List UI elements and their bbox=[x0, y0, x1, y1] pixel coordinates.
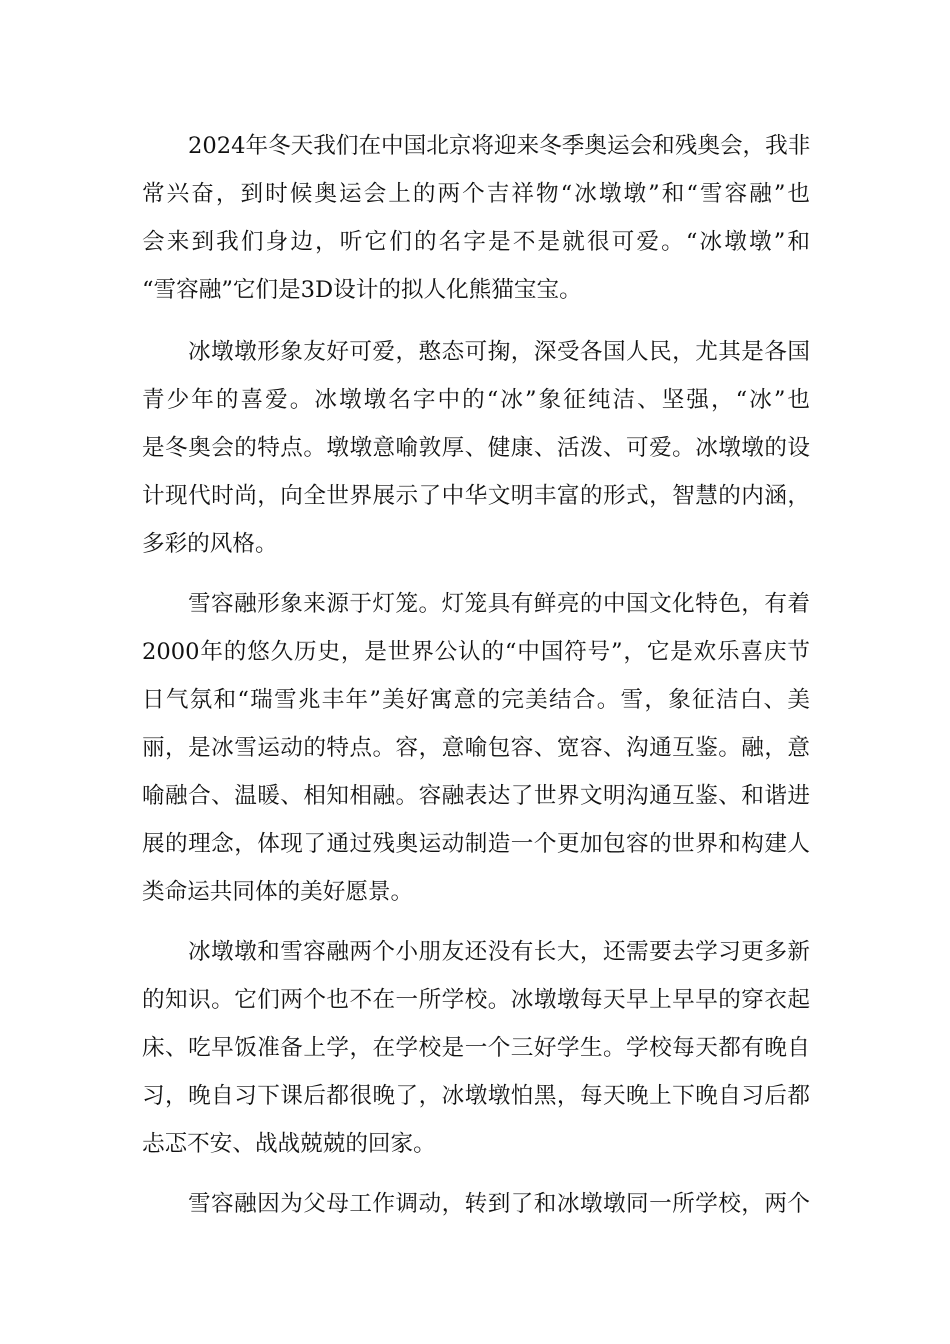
paragraph-3-line-1: 雪容融形象来源于灯笼。灯笼具有鲜亮的中国文化特色，有着 bbox=[188, 591, 810, 617]
paragraph-2-line-5: 多彩的风格。 bbox=[142, 531, 278, 557]
paragraph-1-line-1: 2024年冬天我们在中国北京将迎来冬季奥运会和残奥会，我非 bbox=[188, 133, 811, 159]
paragraph-2-line-3: 是冬奥会的特点。墩墩意喻敦厚、健康、活泼、可爱。冰墩墩的设 bbox=[142, 435, 810, 461]
paragraph-4-line-5: 忐忑不安、战战兢兢的回家。 bbox=[142, 1131, 436, 1157]
paragraph-3-line-7: 类命运共同体的美好愿景。 bbox=[142, 879, 414, 905]
paragraph-3-line-6: 展的理念，体现了通过残奥运动制造一个更加包容的世界和构建人 bbox=[142, 831, 810, 857]
paragraph-2-line-2: 青少年的喜爱。冰墩墩名字中的“冰”象征纯洁、坚强，“冰”也 bbox=[142, 387, 810, 413]
paragraph-4-line-4: 习，晚自习下课后都很晚了，冰墩墩怕黑，每天晚上下晚自习后都 bbox=[142, 1083, 810, 1109]
paragraph-1-line-2: 常兴奋，到时候奥运会上的两个吉祥物“冰墩墩”和“雪容融”也 bbox=[142, 181, 810, 207]
paragraph-3-line-3: 日气氛和“瑞雪兆丰年”美好寓意的完美结合。雪，象征洁白、美 bbox=[142, 687, 810, 713]
paragraph-2-line-1: 冰墩墩形象友好可爱，憨态可掬，深受各国人民，尤其是各国 bbox=[188, 339, 810, 365]
paragraph-4-line-1: 冰墩墩和雪容融两个小朋友还没有长大，还需要去学习更多新 bbox=[188, 939, 810, 965]
paragraph-2-line-4: 计现代时尚，向全世界展示了中华文明丰富的形式，智慧的内涵， bbox=[142, 483, 810, 509]
paragraph-4-line-3: 床、吃早饭准备上学，在学校是一个三好学生。学校每天都有晚自 bbox=[142, 1035, 810, 1061]
paragraph-3-line-5: 喻融合、温暖、相知相融。容融表达了世界文明沟通互鉴、和谐进 bbox=[142, 783, 810, 809]
paragraph-4-line-2: 的知识。它们两个也不在一所学校。冰墩墩每天早上早早的穿衣起 bbox=[142, 987, 810, 1013]
paragraph-3-line-4: 丽，是冰雪运动的特点。容，意喻包容、宽容、沟通互鉴。融，意 bbox=[142, 735, 810, 761]
paragraph-1-line-4: “雪容融”它们是3D设计的拟人化熊猫宝宝。 bbox=[142, 277, 582, 303]
paragraph-5-line-1: 雪容融因为父母工作调动，转到了和冰墩墩同一所学校，两个 bbox=[188, 1191, 810, 1217]
paragraph-3-line-2: 2000年的悠久历史，是世界公认的“中国符号”，它是欢乐喜庆节 bbox=[142, 639, 810, 665]
paragraph-1-line-3: 会来到我们身边，听它们的名字是不是就很可爱。“冰墩墩”和 bbox=[142, 229, 810, 255]
